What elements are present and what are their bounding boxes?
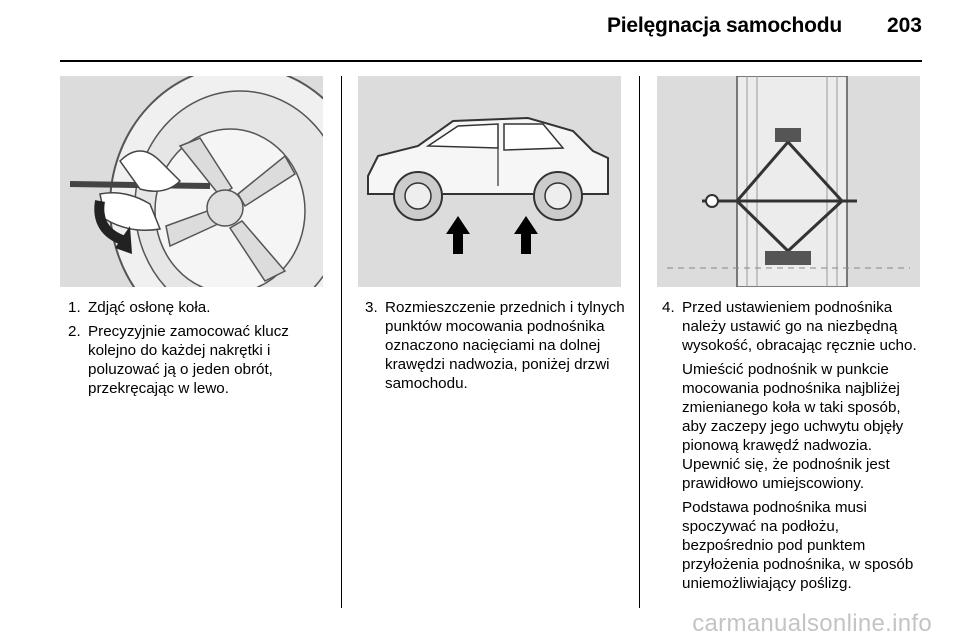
paragraph: Umieścić podnośnik w punkcie mocowania podnośnika najbliżej zmienianego koła w taki sposób, aby zaczepy jego uchwytu objęły pionową krawędź nadwozia. Upewnić się, że podnośnik jest prawidłowo umiejscowiony. (682, 361, 904, 492)
column-divider (639, 76, 640, 608)
header-divider (60, 60, 922, 62)
list-item: 1. Zdjąć osłonę koła. (68, 299, 211, 316)
car-jacking-points-illustration (358, 76, 621, 287)
paragraph: Podstawa podnośnika musi spoczywać na podłożu, bezpośrednio pod punktem przyłożenia podnośnika, w sposób uniemożliwiający poślizg. (682, 499, 914, 592)
list-item: 3. Rozmieszczenie przednich i tylnych punktów mocowania podnośnika oznaczono nacięciami na dolnej krawędzi nadwozia, poniżej drzwi samochodu. (365, 299, 625, 392)
scissor-jack-illustration (657, 76, 920, 287)
column-2 (365, 298, 625, 398)
watermark: carmanualsonline.info (692, 610, 932, 637)
page-number: 203 (886, 14, 922, 37)
column-1 (68, 298, 333, 403)
wheel-wrench-illustration (60, 76, 323, 287)
list-item: 2. Precyzyjnie zamocować klucz kolejno do każdej nakrętki i poluzować ją o jeden obrót, przekręcając w lewo. (68, 323, 289, 397)
column-divider (341, 76, 342, 608)
column-3 (662, 298, 924, 593)
page-title: Pielęgnacja samochodu (606, 14, 842, 37)
list-item: 4. Przed ustawieniem podnośnika należy ustawić go na niezbędną wysokość, obracając ręcznie ucho. (662, 299, 917, 354)
